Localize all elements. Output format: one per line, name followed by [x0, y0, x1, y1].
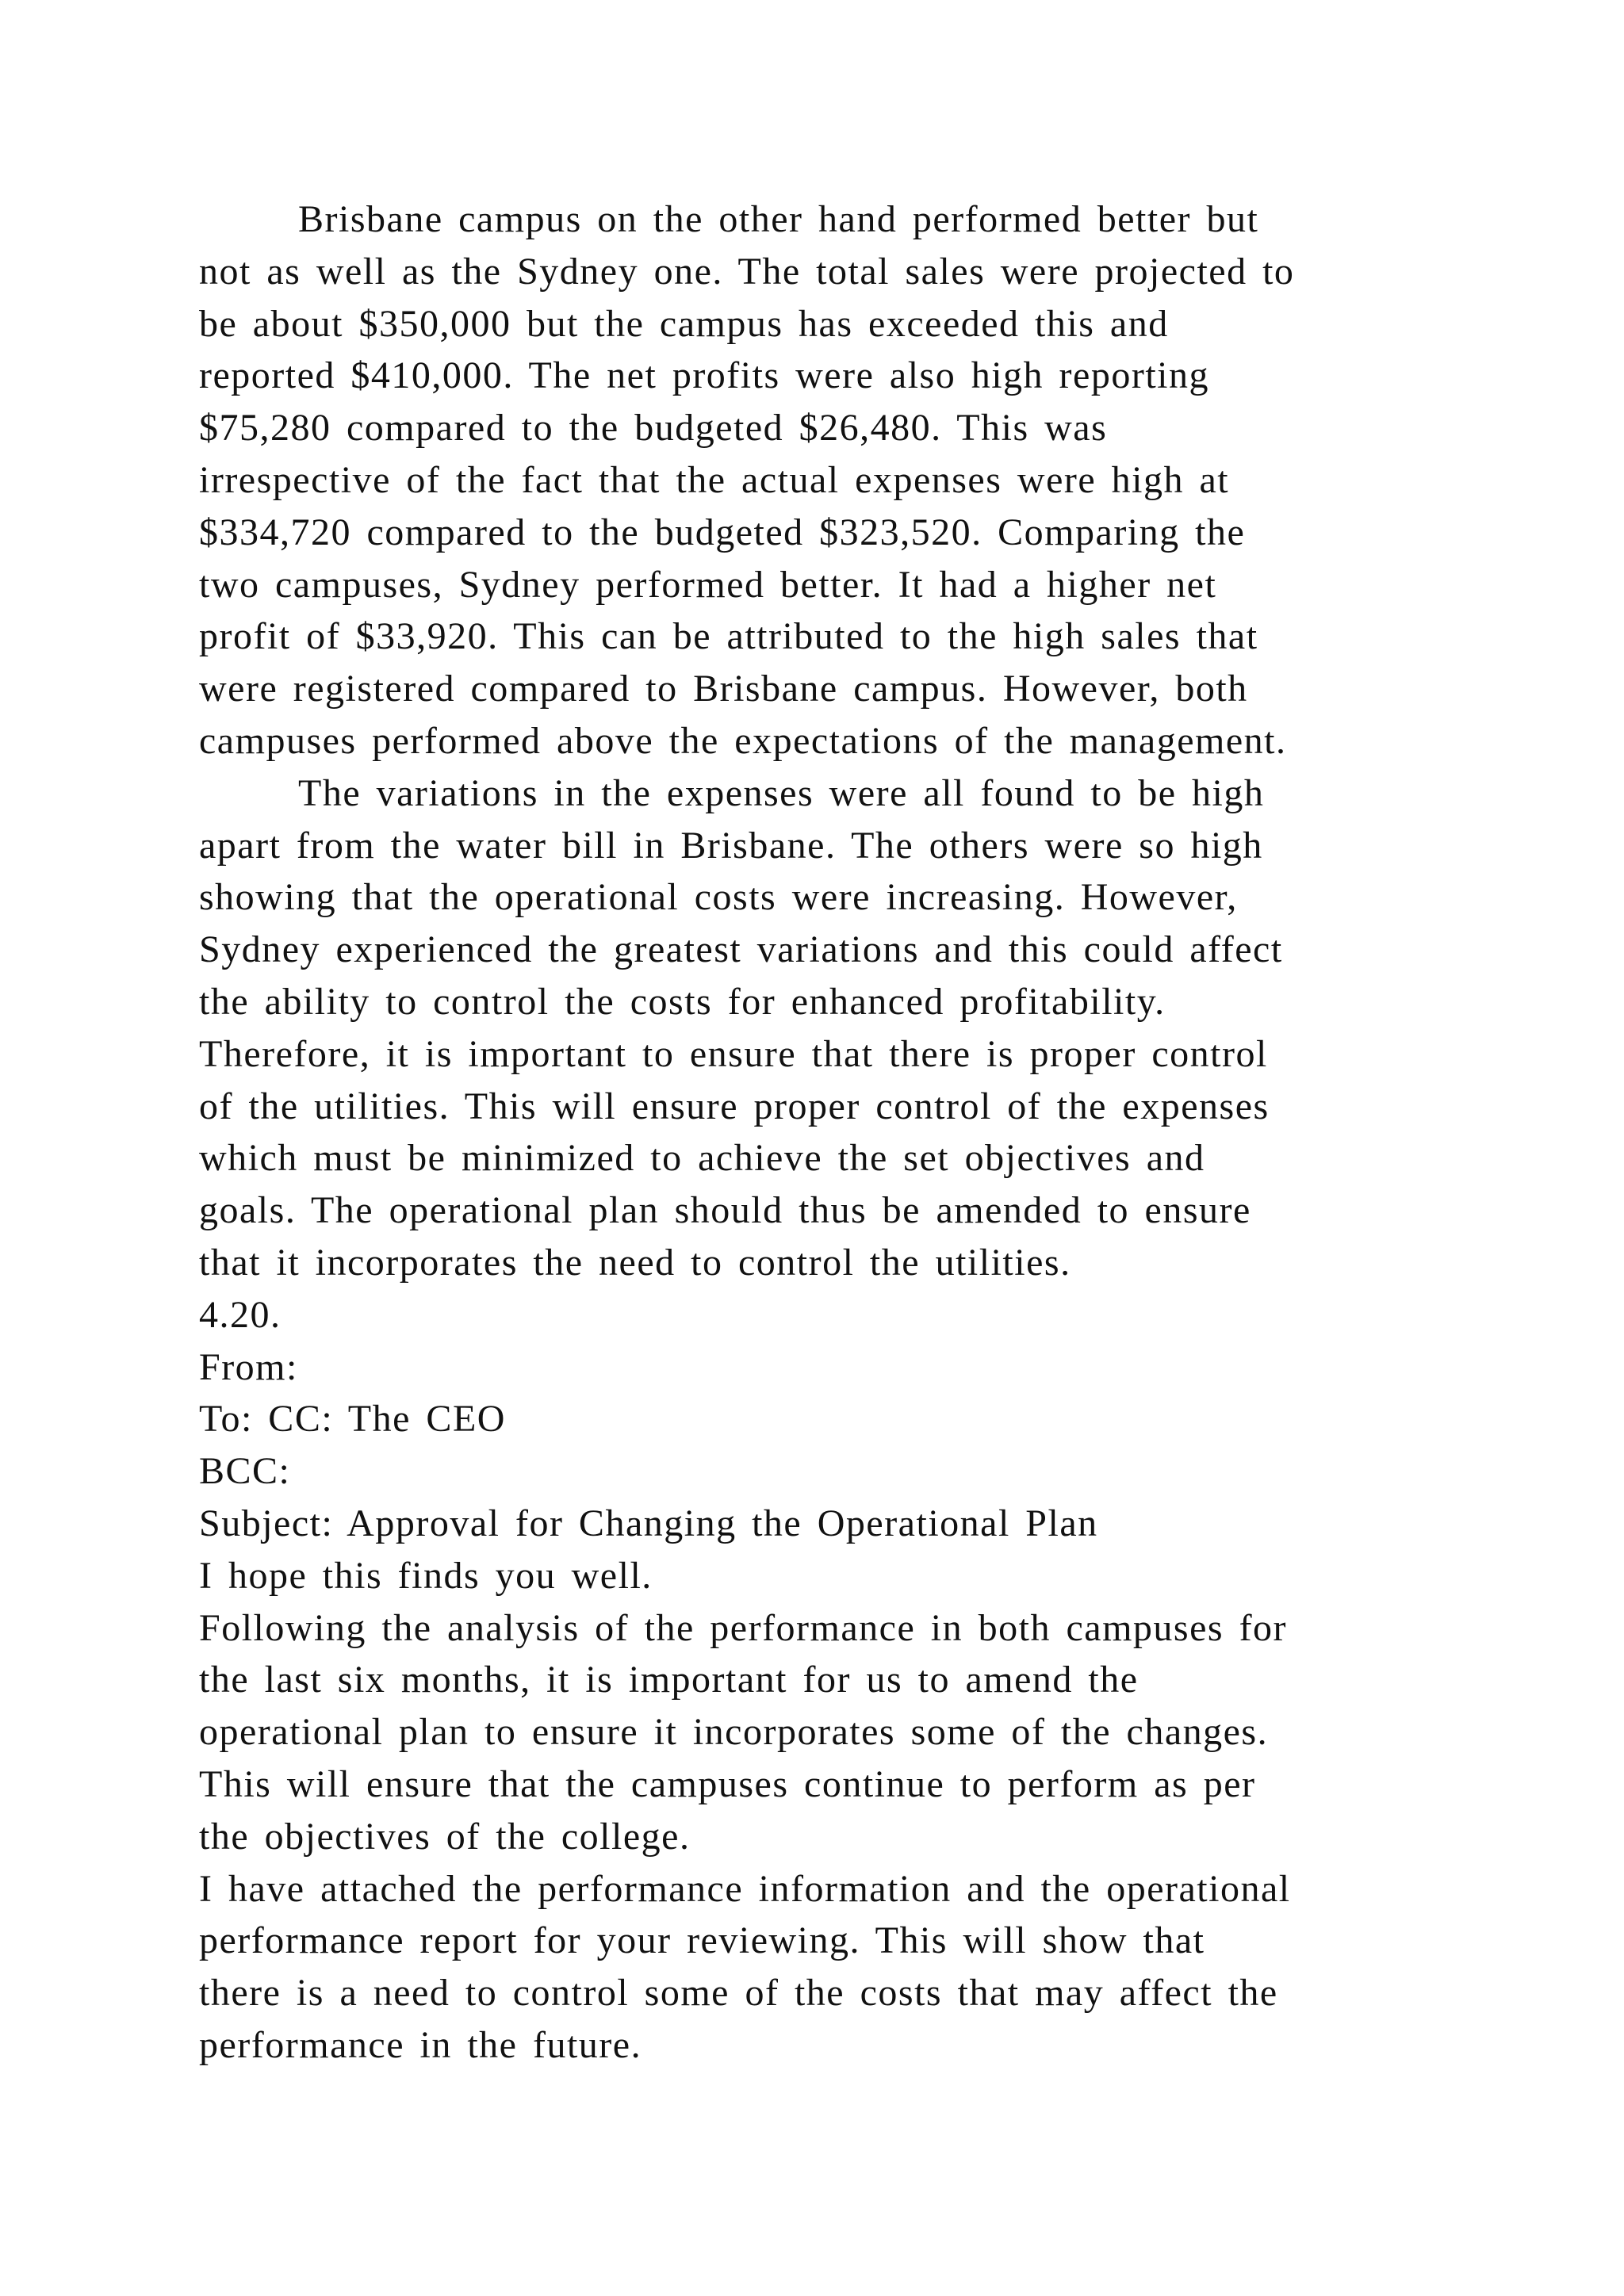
- text-line: reported $410,000. The net profits were also high reporting: [199, 354, 1209, 397]
- text-line: that it incorporates the need to control the utilities.: [199, 1241, 1071, 1284]
- email-greeting: I hope this finds you well.: [199, 1554, 653, 1597]
- text-line: This will ensure that the campuses continue to perform as per: [199, 1762, 1256, 1805]
- text-line: which must be minimized to achieve the set objectives and: [199, 1137, 1205, 1180]
- text-line: were registered compared to Brisbane campus. However, both: [199, 668, 1248, 710]
- text-line: showing that the operational costs were increasing. However,: [199, 876, 1238, 919]
- text-line: $334,720 compared to the budgeted $323,520. Comparing the: [199, 511, 1246, 553]
- email-to: To: CC: The CEO: [199, 1398, 506, 1441]
- text-line: performance in the future.: [199, 2023, 642, 2066]
- text-line: campuses performed above the expectations of the management.: [199, 719, 1287, 762]
- text-line: Therefore, it is important to ensure that there is proper control: [199, 1032, 1268, 1075]
- text-line: I have attached the performance information and the operational: [199, 1867, 1291, 1910]
- email-from: From:: [199, 1345, 298, 1388]
- text-line: there is a need to control some of the costs that may affect the: [199, 1972, 1278, 2015]
- text-line: two campuses, Sydney performed better. It had a higher net: [199, 563, 1217, 606]
- text-line: irrespective of the fact that the actual expenses were high at: [199, 458, 1230, 501]
- text-line: profit of $33,920. This can be attributed to the high sales that: [199, 615, 1258, 658]
- text-line: performance report for your reviewing. This will show that: [199, 1919, 1205, 1962]
- email-bcc: BCC:: [199, 1450, 291, 1493]
- email-subject: Subject: Approval for Changing the Operational Plan: [199, 1502, 1098, 1544]
- text-line: goals. The operational plan should thus be amended to ensure: [199, 1189, 1251, 1232]
- text-line: Brisbane campus on the other hand performed better but: [298, 198, 1259, 240]
- text-line: operational plan to ensure it incorporates some of the changes.: [199, 1711, 1269, 1754]
- text-line: Sydney experienced the greatest variations and this could affect: [199, 928, 1283, 971]
- text-line: of the utilities. This will ensure proper control of the expenses: [199, 1085, 1270, 1127]
- text-line: $75,280 compared to the budgeted $26,480. This was: [199, 407, 1108, 450]
- text-line: not as well as the Sydney one. The total sales were projected to: [199, 250, 1295, 293]
- text-line: The variations in the expenses were all found to be high: [298, 771, 1265, 814]
- document-body: [199, 193, 1436, 2072]
- text-line: be about $350,000 but the campus has exceeded this and: [199, 302, 1169, 345]
- text-line: the last six months, it is important for us to amend the: [199, 1659, 1139, 1701]
- text-line: the objectives of the college.: [199, 1815, 691, 1858]
- text-line: the ability to control the costs for enhanced profitability.: [199, 980, 1166, 1023]
- text-line: apart from the water bill in Brisbane. The others were so high: [199, 824, 1263, 867]
- text-line: Following the analysis of the performance in both campuses for: [199, 1606, 1288, 1649]
- section-number: 4.20.: [199, 1293, 282, 1336]
